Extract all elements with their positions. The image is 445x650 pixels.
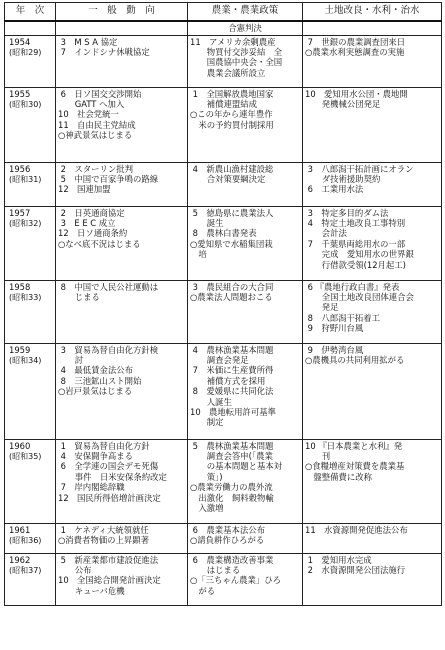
year-cell: 1956 (9, 163, 31, 174)
table-row (5, 343, 442, 439)
policy-cell: 4 農林漁業基本問題 調査会発足 7 米価に生産費所得 補償方式を採用 8 愛媛県に共同化法 人誕生 10 農地転用許可基準 制定 (188, 343, 303, 439)
land-cell: 3 八郎潟干拓計画にオラン ダ技術援助契約 6 工業用水法 (303, 162, 442, 206)
general-cell: 1 貿易為替自由化方針 4 安保闘争高まる 6 全学連の国会デモ死傷 事件 日米安保条約改定 7 岸内閣総辞職 12 国民所得倍増計画決定 (56, 439, 188, 523)
era-cell: (昭和33) (9, 292, 42, 302)
table-row (5, 523, 442, 553)
header-year: 年 次 (5, 3, 56, 22)
table-row (5, 87, 442, 162)
era-cell: (昭和31) (9, 174, 42, 184)
policy-cell: 1 全国解放農地国家 補償連盟結成 ○この年から連年豊作 米の予約買付制採用 (188, 87, 303, 162)
land-cell: 9 伊勢湾台風 ○農機具の共同利用拡がる (303, 343, 442, 439)
policy-cell: 6 農業基本法公布 ○請負耕作ひろがる (188, 523, 303, 553)
policy-cell: 4 新農山漁村建設総 合対策要綱決定 (188, 162, 303, 206)
general-cell: 1 ケネディ大統領就任 ○消費者物価の上昇顕著 (56, 523, 188, 553)
general-cell: 5 新産業都市建設促進法 公布 10 全国総合開発計画決定 キューバ危機 (56, 553, 188, 605)
policy-cell: 5 徳島県に農業法人 誕生 8 農林白書発表 ○愛知県で水稲集団栽 培 (188, 206, 303, 280)
year-cell: 1961 (9, 524, 31, 535)
policy-cell: 6 農業構造改善事業 はじまる ○「三ちゃん農業」ひろ がる (188, 553, 303, 605)
era-cell: (昭和37) (9, 565, 42, 575)
era-cell: (昭和29) (9, 47, 42, 57)
general-cell: 3 貿易為替自由化方針検 討 4 最低賃金法公布 8 三池鉱山スト開始 ○岩戸景気はじまる (56, 343, 188, 439)
policy-cell: 5 農林漁業基本問題 調査会答申(「農業 の基本問題と基本対 策」) ○農業労働力の農外流 出激化 飼料穀物輸 入激増 (188, 439, 303, 523)
table-row (5, 553, 442, 605)
era-cell: (昭和30) (9, 99, 42, 109)
table-row (5, 439, 442, 523)
table-row (5, 280, 442, 343)
general-cell: 6 日ソ国交交渉開始 GATT へ加入 10 社会党統一 11 自由民主党結成 ○神武景気はじまる (56, 87, 188, 162)
land-cell: 1 愛知用水完成 2 水資源開発公団法施行 (303, 553, 442, 605)
table-row (5, 206, 442, 280)
header-land: 土地改良・水利・治水 (303, 3, 442, 22)
year-cell: 1960 (9, 440, 31, 451)
era-cell: (昭和32) (9, 218, 42, 228)
year-cell: 1957 (9, 207, 31, 218)
year-cell: 1955 (9, 88, 31, 99)
year-cell: 1958 (9, 281, 31, 292)
general-cell: 2 日英通商協定 3 E E C 成立 12 日ソ通商条約 ○なべ底不況はじまる (56, 206, 188, 280)
general-cell: 3 M S A 協定 7 インドシナ休戦協定 (56, 35, 188, 87)
year-cell: 1959 (9, 344, 31, 355)
land-cell: 7 世銀の農業調査団来日 ○農業水利実態調査の実施 (303, 35, 442, 87)
land-cell: 10 『日本農業と水利』発 刊 ○食糧増産対策費を農業基 盤整備費に改称 (303, 439, 442, 523)
land-cell: 3 特定多目的ダム法 4 特定土地改良工事特別 会計法 7 千葉県両総用水の一部 完成 愛知用水の世界銀 行借款受領(12月起工) (303, 206, 442, 280)
header-row (5, 3, 442, 22)
land-cell: 11 水資源開発促進法公布 (303, 523, 442, 553)
era-cell: (昭和35) (9, 451, 42, 461)
year-cell: 1954 (9, 36, 31, 47)
chronology-table (4, 2, 442, 606)
header-policy: 農業・農業政策 (188, 3, 303, 22)
land-cell: 6 『農地行政白書』発表 全国土地改良団体連合会 発足 8 八郎潟干拓着工 9 狩野川台風 (303, 280, 442, 343)
era-cell: (昭和34) (9, 355, 42, 365)
header-general: 一 般 動 向 (56, 3, 188, 22)
general-cell: 8 中国で人民公社運動は じまる (56, 280, 188, 343)
preface-cell: 合憲判決 (188, 21, 303, 35)
land-cell: 10 愛知用水公団・農地開 発機械公団発足 (303, 87, 442, 162)
preface-row (5, 21, 442, 35)
era-cell: (昭和36) (9, 535, 42, 545)
policy-cell: 11 アメリカ余剰農産 物買付交渉妥結 全 国農協中央会・全国 農業会議所設立 (188, 35, 303, 87)
year-cell: 1962 (9, 554, 31, 565)
table-row (5, 162, 442, 206)
policy-cell: 3 農民組合の大合同 ○農業法人問題おこる (188, 280, 303, 343)
general-cell: 2 スターリン批判 5 中国で百家争鳴の路線 12 国連加盟 (56, 162, 188, 206)
table-row (5, 35, 442, 87)
